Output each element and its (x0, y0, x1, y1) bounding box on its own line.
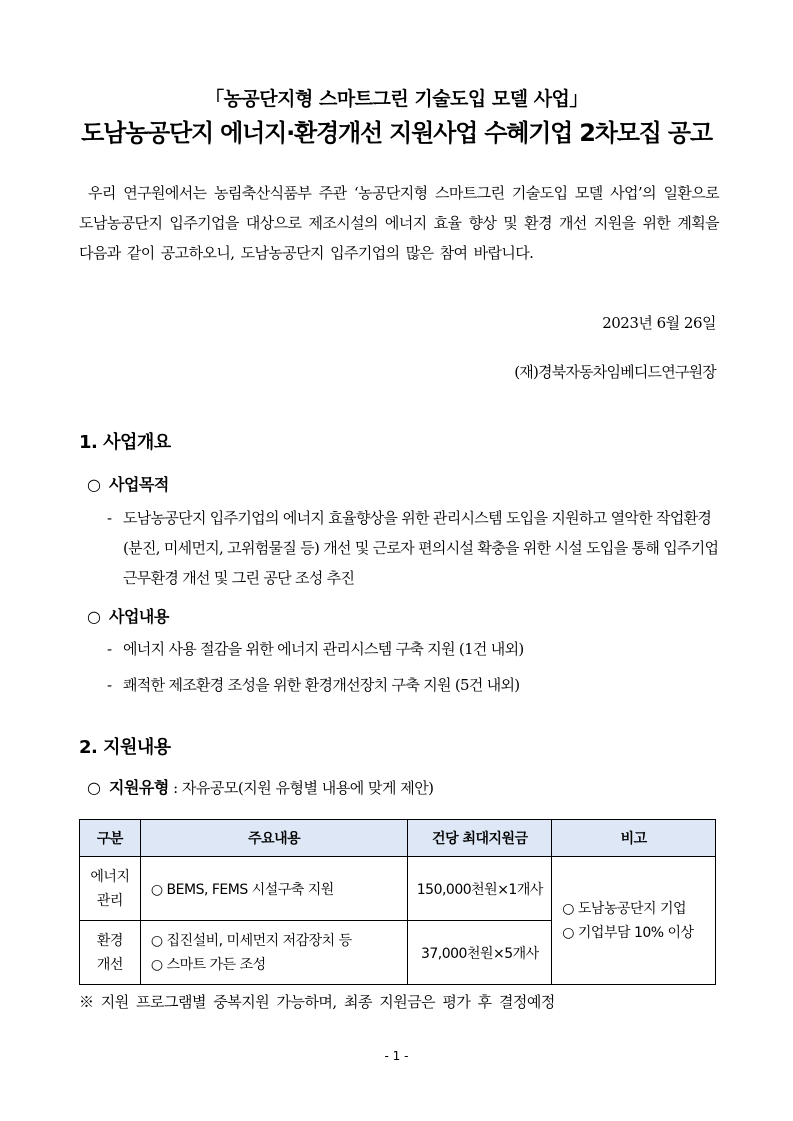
row-amount: 150,000천원×1개사 (408, 857, 552, 921)
table-row (80, 857, 716, 921)
support-type-value: : 자유공모(지원 유형별 내용에 맞게 제안) (168, 779, 434, 797)
purpose-item: - 도남농공단지 입주기업의 에너지 효율향상을 위한 관리시스템 도입을 지원하고 열악한 작업환경(분진, 미세먼지, 고위험물질 등) 개선 및 근로자 편의시설 확충을 위한 시설 도입을 통해 입주기업 근무환경 개선 및 그린 공단 조성 추진 (107, 503, 719, 593)
title-line-1: 「농공단지형 스마트그린 기술도입 모델 사업」 (205, 88, 588, 110)
purpose-subheading (87, 472, 169, 495)
purpose-item-text: 도남농공단지 입주기업의 에너지 효율향상을 위한 관리시스템 도입을 지원하고 열악한 작업환경(분진, 미세먼지, 고위험물질 등) 개선 및 근로자 편의시설 확충을 위한 시설 도입을 통해 입주기업 근무환경 개선 및 그린 공단 조성 추진 (123, 509, 719, 587)
support-type-line (87, 775, 434, 798)
section-1-heading: 1. 사업개요 (79, 432, 171, 453)
row-content: ○ BEMS, FEMS 시설구축 지원 (140, 857, 408, 921)
header-category: 구분 (80, 820, 141, 857)
row-amount: 37,000천원×5개사 (408, 921, 552, 985)
support-table (79, 819, 716, 985)
header-amount: 건당 최대지원금 (408, 820, 552, 857)
circle-bullet: ○ (87, 778, 101, 797)
header-remarks: 비고 (552, 820, 716, 857)
content-subheading (87, 604, 169, 627)
remarks-cell: ○ 도남농공단지 기업 ○ 기업부담 10% 이상 (552, 857, 716, 985)
content-item-text: 에너지 사용 절감을 위한 에너지 관리시스템 구축 지원 (1건 내외) (123, 640, 524, 658)
page-number: - 1 - (384, 1049, 409, 1063)
footnote: ※ 지원 프로그램별 중복지원 가능하며, 최종 지원금은 평가 후 결정예정 (79, 993, 555, 1011)
support-type-label: 지원유형 (109, 778, 169, 797)
organization-name: (재)경북자동차임베디드연구원장 (514, 363, 716, 381)
content-item-text: 쾌적한 제조환경 조성을 위한 환경개선장치 구축 지원 (5건 내외) (123, 676, 520, 694)
content-item: - 쾌적한 제조환경 조성을 위한 환경개선장치 구축 지원 (5건 내외) (107, 670, 719, 700)
circle-bullet: ○ (87, 475, 101, 494)
content-item: - 에너지 사용 절감을 위한 에너지 관리시스템 구축 지원 (1건 내외) (107, 634, 719, 664)
header-content: 주요내용 (140, 820, 408, 857)
announcement-date: 2023년 6월 26일 (602, 314, 716, 332)
intro-paragraph: 우리 연구원에서는 농림축산식품부 주관 ‘농공단지형 스마트그린 기술도입 모델 사업’의 일환으로 도남농공단지 입주기업을 대상으로 제조시설의 에너지 효율 향상 및 환경 개선 지원을 위한 계획을 다음과 같이 공고하오니, 도남농공단지 입주기업의 많은 참여 바랍니다. (79, 184, 719, 262)
row-content: ○ 집진설비, 미세먼지 저감장치 등 ○ 스마트 가든 조성 (140, 921, 408, 985)
section-2-heading: 2. 지원내용 (79, 737, 171, 758)
content-label: 사업내용 (109, 607, 169, 626)
circle-bullet: ○ (87, 607, 101, 626)
title-line-2: 도남농공단지 에너지·환경개선 지원사업 수혜기업 2차모집 공고 (81, 119, 712, 147)
row-category: 에너지 관리 (80, 857, 141, 921)
table-header-row (80, 820, 716, 857)
row-category: 환경 개선 (80, 921, 141, 985)
purpose-label: 사업목적 (109, 475, 169, 494)
